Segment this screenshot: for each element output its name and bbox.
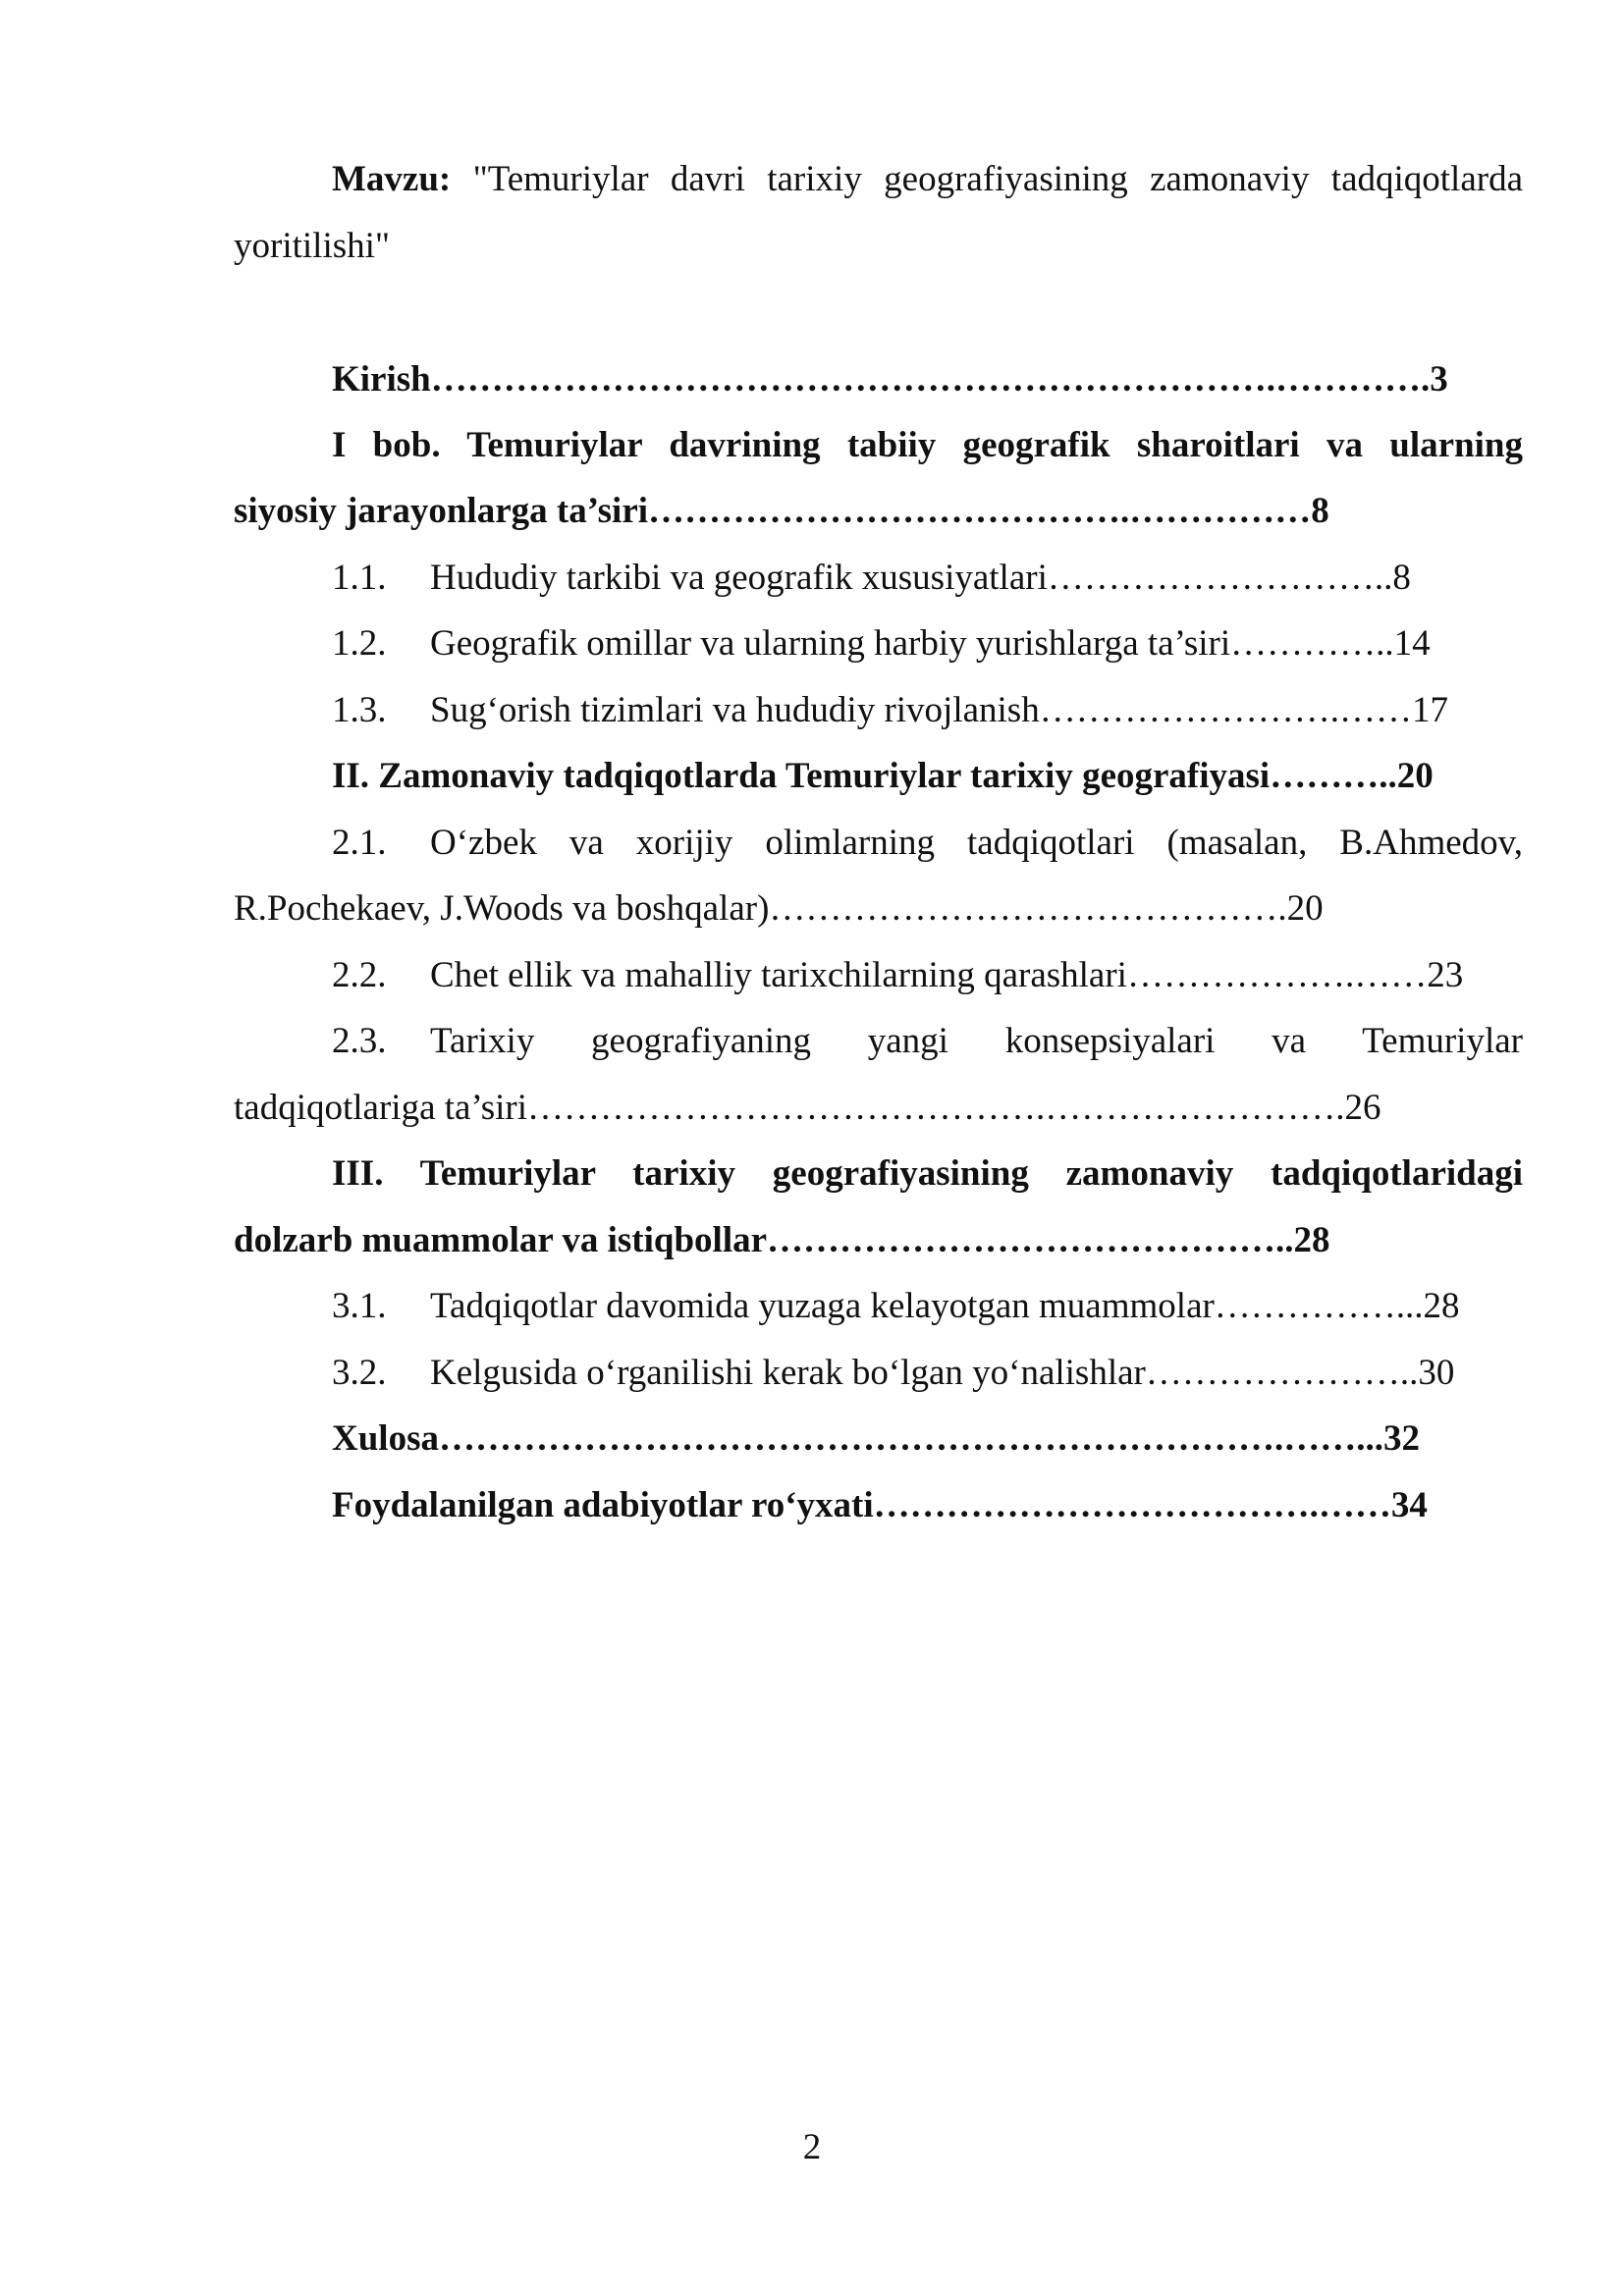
section-number: 1.1. <box>332 558 387 598</box>
toc-entry-1-1[interactable] <box>332 556 1411 601</box>
section-number: 3.2. <box>332 1353 387 1393</box>
toc-entry-xulosa[interactable]: Xulosa…………………………………………………………….……...32 <box>332 1418 1420 1459</box>
section-title: O‘zbek va xorijiy olimlarning tadqiqotlari (masalan, B.Ahmedov, <box>430 823 1523 863</box>
toc-entry-chapter-1-cont[interactable]: siyosiy jarayonlarga ta’siri………………………………….……………8 <box>234 491 1329 531</box>
topic-label: Mavzu: <box>332 159 452 199</box>
section-title: Sug‘orish tizimlari va hududiy rivojlanish…………………….……17 <box>430 690 1448 730</box>
toc-entry-chapter-1[interactable]: I bob. Temuriylar davrining tabiiy geografik sharoitlari va ularning <box>332 425 1523 465</box>
section-number: 2.3. <box>332 1021 387 1061</box>
toc-entry-2-1[interactable] <box>332 821 1523 866</box>
section-number: 1.3. <box>332 690 387 730</box>
toc-entry-3-2[interactable] <box>332 1351 1454 1396</box>
section-number: 3.1. <box>332 1286 387 1326</box>
topic-line-1 <box>332 157 1523 202</box>
section-number: 2.1. <box>332 823 387 863</box>
toc-entry-3-1[interactable] <box>332 1284 1460 1329</box>
toc-entry-1-2[interactable] <box>332 621 1431 667</box>
toc-entry-chapter-3-cont[interactable]: dolzarb muammolar va istiqbollar……………………………………..28 <box>234 1220 1330 1260</box>
toc-entry-chapter-2[interactable]: II. Zamonaviy tadqiqotlarda Temuriylar tarixiy geografiyasi………..20 <box>332 756 1434 796</box>
toc-entry-2-3-cont[interactable]: tadqiqotlariga ta’siri…………………………………….…………………….26 <box>234 1088 1381 1128</box>
topic-title-part-2: yoritilishi" <box>234 226 391 266</box>
toc-entry-references[interactable]: Foydalanilgan adabiyotlar ro‘yxati……………………………….……34 <box>332 1485 1428 1525</box>
toc-entry-1-3[interactable] <box>332 688 1448 733</box>
section-title: Hududiy tarkibi va geografik xususiyatlari………………………..8 <box>430 558 1411 598</box>
section-title: Geografik omillar va ularning harbiy yurishlarga ta’siri…………..14 <box>430 623 1431 664</box>
section-title: Tarixiy geografiyaning yangi konsepsiyalari va Temuriylar <box>430 1021 1523 1061</box>
toc-entry-2-3[interactable] <box>332 1019 1523 1064</box>
toc-entry-kirish[interactable]: Kirish…………………………………………………………….………….3 <box>332 359 1448 400</box>
section-title: Chet ellik va mahalliy tarixchilarning qarashlari……………….……23 <box>430 955 1464 995</box>
topic-title-part-1: "Temuriylar davri tarixiy geografiyasining zamonaviy tadqiqotlarda <box>472 159 1523 199</box>
toc-entry-2-1-cont[interactable]: R.Pochekaev, J.Woods va boshqalar)…………………………………….20 <box>234 888 1324 929</box>
section-number: 2.2. <box>332 955 387 995</box>
section-number: 1.2. <box>332 623 387 664</box>
toc-entry-chapter-3[interactable]: III. Temuriylar tarixiy geografiyasining zamonaviy tadqiqotlaridagi <box>332 1153 1523 1194</box>
section-title: Kelgusida o‘rganilishi kerak bo‘lgan yo‘nalishlar…………………..30 <box>430 1353 1455 1393</box>
section-title: Tadqiqotlar davomida yuzaga kelayotgan muammolar……………...28 <box>430 1286 1460 1326</box>
toc-entry-2-2[interactable] <box>332 953 1463 998</box>
topic-line-2 <box>234 224 390 269</box>
page-number: 2 <box>802 2127 822 2167</box>
